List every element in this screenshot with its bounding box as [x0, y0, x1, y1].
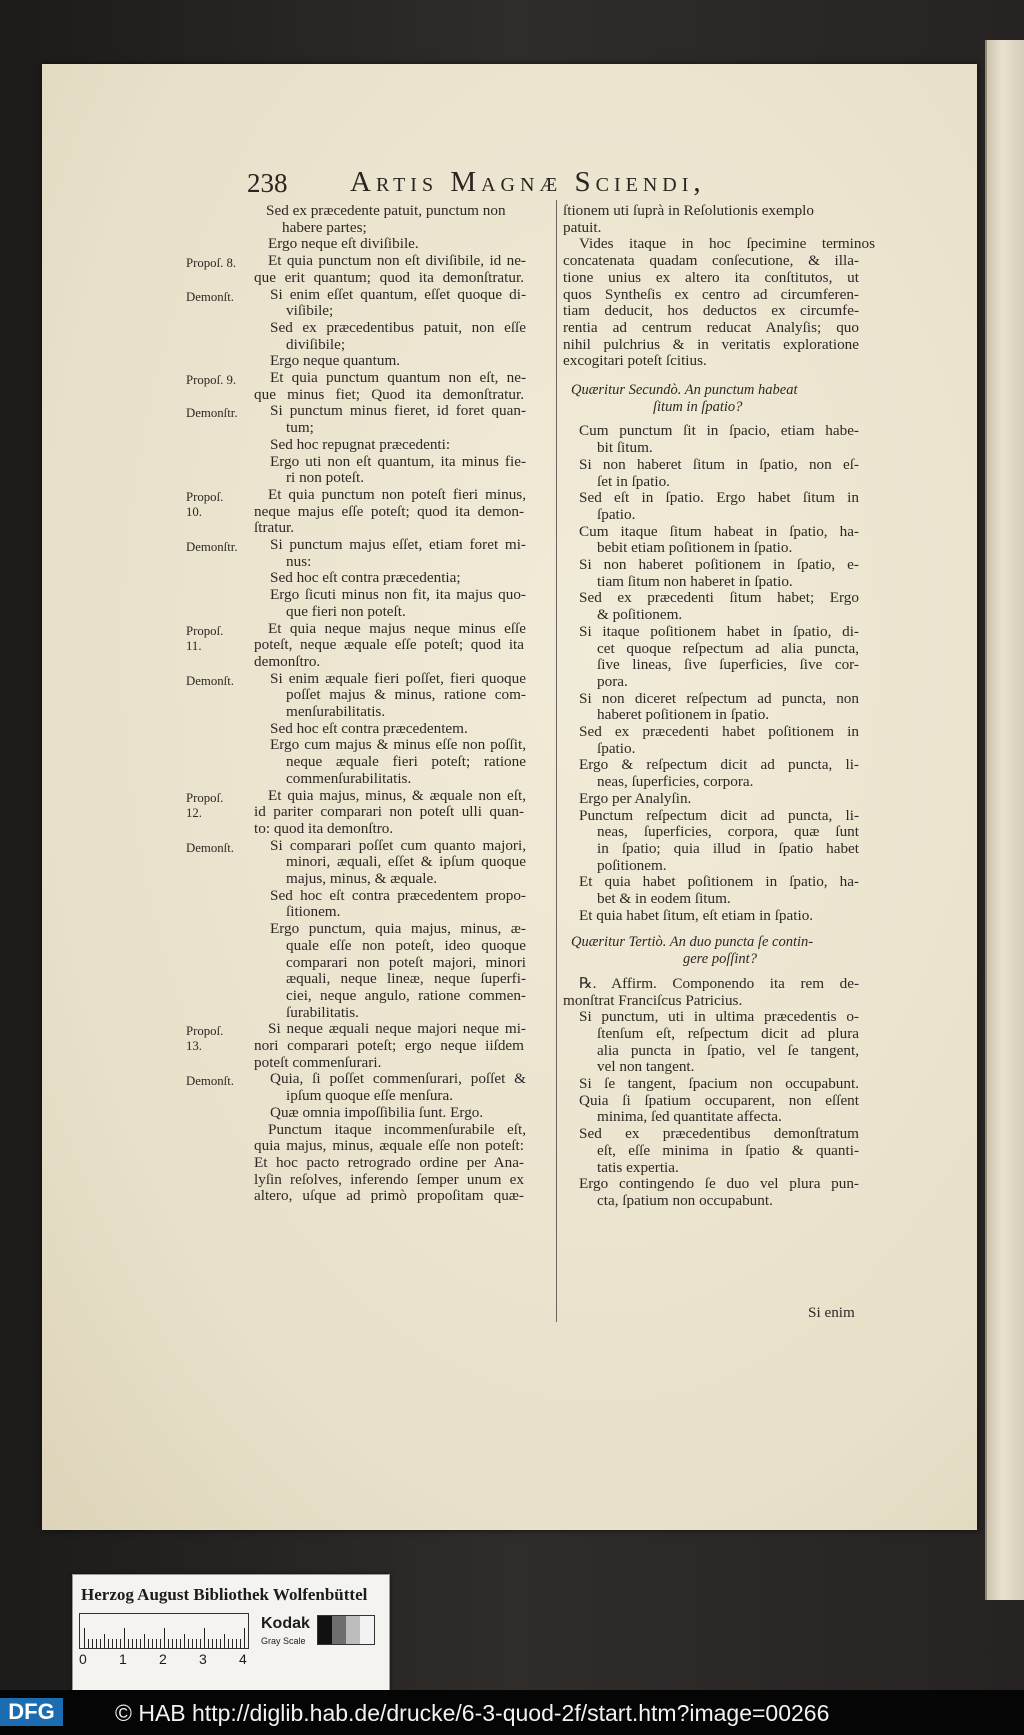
text-line: eſt, eſſe minima in ſpatio & quanti-	[597, 1141, 859, 1159]
ruler-tick	[88, 1639, 89, 1648]
ruler-numbers	[79, 1651, 259, 1671]
ruler-tick	[148, 1639, 149, 1648]
text-line: lyſin reſolves, inferendo ſemper unum ex	[254, 1170, 524, 1188]
text-line: bit ſitum.	[597, 439, 653, 457]
text-line: ipſum quoque eſſe menſura.	[286, 1087, 454, 1105]
text-line: tum;	[286, 419, 314, 437]
margin-note: Propoſ.	[186, 489, 224, 504]
text-line: Et quia punctum quantum non eſt, ne-	[270, 369, 526, 386]
text-line: Et quia majus, minus, & æquale non eſt,	[268, 786, 526, 804]
text-line: ri non poteſt.	[286, 469, 365, 487]
text-line: Si itaque poſitionem habet in ſpatio, di-	[579, 622, 859, 640]
text-line: Et quia punctum non poteſt fieri minus,	[268, 485, 526, 503]
ruler-tick	[240, 1639, 241, 1648]
text-line: patuit.	[563, 218, 602, 236]
text-line: Sed hoc eſt contra præcedentem propo-	[270, 886, 526, 904]
text-line: quos Syntheſis ex centro ad circumferen-	[563, 285, 859, 303]
margin-note: Demonſt.	[186, 840, 234, 855]
text-line: ſtratur.	[254, 519, 295, 537]
ruler-tick	[152, 1639, 153, 1648]
dfg-logo: DFG	[0, 1698, 63, 1726]
footer-bar	[0, 1690, 1024, 1735]
text-line: Si neque æquali neque majori neque mi-	[268, 1020, 526, 1038]
gray-swatch	[332, 1616, 346, 1644]
ruler-tick	[168, 1639, 169, 1648]
gray-scale-label: Gray Scale	[261, 1636, 306, 1646]
text-line: poſitionem.	[597, 856, 667, 874]
text-line: rentia ad centrum reducat Analyſis; quo	[563, 318, 859, 336]
page-number: 238	[247, 168, 288, 198]
ruler-tick	[224, 1634, 225, 1648]
text-line: Si ſe tangent, ſpacium non occupabunt.	[579, 1075, 859, 1092]
ruler-tick	[176, 1639, 177, 1648]
margin-note: 13.	[186, 1039, 202, 1054]
text-line: Quia ſi ſpatium occuparent, non eſſent	[579, 1091, 859, 1109]
margin-note: Propoſ.	[186, 623, 224, 638]
ruler-tick	[204, 1628, 205, 1648]
text-line: Sed hoc eſt contra præcedentem.	[270, 719, 468, 737]
text-line: altero, uſque ad primò propoſitam quæ-	[254, 1187, 524, 1205]
text-line: Quia, ſi poſſet commenſurari, poſſet &	[270, 1070, 526, 1088]
text-line: neas, ſuperficies, corpora.	[597, 773, 754, 791]
ruler-number: 2	[159, 1651, 167, 1667]
section-heading: ſitum in ſpatio?	[653, 398, 743, 415]
footer-url[interactable]: © HAB http://diglib.hab.de/drucke/6-3-quod-2f/start.htm?image=00266	[115, 1700, 830, 1726]
text-line: Ergo cum majus & minus eſſe non poſſit,	[270, 736, 526, 754]
text-line: bet & in eodem ſitum.	[597, 890, 731, 907]
text-line: ſitionem.	[286, 903, 341, 921]
text-line: ciei, neque angulo, ratione commen-	[286, 986, 526, 1004]
section-heading: gere poſſint?	[683, 951, 757, 968]
ruler-tick	[208, 1639, 209, 1648]
text-line: Sed ex præcedentibus patuit, non eſſe	[270, 318, 526, 336]
text-line: poteſt commenſurari.	[254, 1053, 382, 1071]
text-line: cet quoque reſpectum ad alia puncta,	[597, 639, 859, 657]
ruler-tick	[92, 1639, 93, 1648]
text-line: & poſitionem.	[597, 606, 683, 624]
margin-note: Demonſtr.	[186, 406, 238, 421]
text-line: ℞. Affirm. Componendo ita rem de-	[579, 974, 859, 992]
text-line: minima, ſed quantitate affecta.	[597, 1108, 782, 1126]
gray-swatch	[318, 1616, 332, 1644]
margin-note: 12.	[186, 805, 202, 820]
text-line: alia puncta in ſpatio, vel ſe tangent,	[597, 1041, 859, 1059]
ruler-tick	[108, 1639, 109, 1648]
text-line: Cum itaque ſitum habeat in ſpatio, ha-	[579, 522, 859, 540]
ruler-tick	[212, 1639, 213, 1648]
text-line: excogitari poteſt ſcitius.	[563, 352, 707, 370]
ruler-tick	[188, 1639, 189, 1648]
text-line: Sed ex præcedenti habet poſitionem in	[579, 723, 859, 740]
text-line: ſet in ſpatio.	[597, 472, 670, 490]
column-rule	[556, 200, 557, 1322]
kodak-label: Kodak	[261, 1615, 310, 1632]
ruler-tick	[136, 1639, 137, 1648]
gray-swatch	[360, 1616, 374, 1644]
text-line: Ergo & reſpectum dicit ad puncta, li-	[579, 756, 859, 774]
text-line: Ergo ſicuti minus non fit, ita majus quo-	[270, 586, 526, 604]
ruler-tick	[112, 1639, 113, 1648]
text-line: vel non tangent.	[597, 1058, 695, 1076]
margin-note: Propoſ. 8.	[186, 256, 237, 271]
ruler-number: 0	[79, 1651, 87, 1667]
text-line: ſive lineas, ſive ſuperficies, ſive cor-	[597, 656, 859, 674]
text-line: nus:	[286, 552, 312, 570]
text-line: que minus fiet; Quod ita demonſtratur.	[254, 385, 524, 403]
next-page-edge	[985, 40, 1024, 1600]
text-line: cta, ſpatium non occupabunt.	[597, 1191, 773, 1209]
ruler-tick	[228, 1639, 229, 1648]
text-line: monſtrat Franciſcus Patricius.	[563, 991, 743, 1009]
text-line: nori comparari poteſt; ergo neque iiſdem	[254, 1037, 524, 1054]
ruler-tick	[116, 1639, 117, 1648]
text-line: Ergo neque eſt diviſibile.	[268, 235, 419, 253]
ruler-tick	[192, 1639, 193, 1648]
text-line: in ſpatio; quia illud in ſpatio habet	[597, 839, 859, 857]
text-line: neas, ſuperficies, corpora, quæ ſunt	[597, 823, 859, 841]
margin-note: Demonſt.	[186, 673, 234, 688]
ruler-tick	[104, 1634, 105, 1648]
ruler-tick	[232, 1639, 233, 1648]
text-line: Si punctum majus eſſet, etiam foret mi-	[270, 536, 526, 553]
catchword: Si enim	[808, 1304, 855, 1321]
text-line: habere partes;	[282, 218, 367, 236]
section-heading: Quæritur Tertiò. An duo puncta ſe contin-	[571, 934, 814, 951]
text-line: comparari non poteſt majori, minori	[286, 953, 526, 971]
text-line: Sed ex præcedenti ſitum habet; Ergo	[579, 589, 859, 607]
text-line: Si punctum minus fieret, id foret quan-	[270, 402, 526, 420]
text-line: Et hoc pacto retrogrado ordine per Ana-	[254, 1153, 524, 1171]
ruler-tick	[84, 1628, 85, 1648]
measure-ruler	[79, 1613, 249, 1649]
ruler-tick	[172, 1639, 173, 1648]
text-line: Sed ex præcedente patuit, punctum non	[266, 202, 506, 219]
text-line: Sed eſt in ſpatio. Ergo habet ſitum in	[579, 489, 859, 507]
text-line: diviſibile;	[286, 335, 346, 353]
ruler-tick	[140, 1639, 141, 1648]
text-line: Cum punctum ſit in ſpacio, etiam habe-	[579, 422, 859, 440]
ruler-tick	[220, 1639, 221, 1648]
text-line: Si enim eſſet quantum, eſſet quoque di-	[270, 285, 526, 303]
text-line: Ergo uti non eſt quantum, ita minus fie-	[270, 452, 526, 470]
text-line: quale eſſe non poteſt, ideo quoque	[286, 936, 526, 954]
ruler-tick	[124, 1628, 125, 1648]
text-line: id pariter comparari non poteſt ulli quan-	[254, 803, 524, 821]
text-line: Si comparari poſſet cum quanto majori,	[270, 836, 526, 854]
text-line: tione unius ex altero ita conſtitutos, ut	[563, 268, 859, 286]
text-line: Ergo punctum, quia majus, minus, æ-	[270, 920, 526, 938]
text-line: majus, minus, & æquale.	[286, 870, 438, 887]
text-line: Si punctum, uti in ultima præcedentis o-	[579, 1008, 859, 1026]
text-line: haberet poſitionem in ſpatio.	[597, 706, 770, 724]
text-line: Sed ex præcedentibus demonſtratum	[579, 1125, 859, 1143]
text-line: poſſet majus & minus, ratione com-	[286, 686, 526, 704]
text-line: nihil pulchrius & in veritatis exploratione	[563, 335, 859, 353]
margin-note: Demonſtr.	[186, 540, 238, 554]
text-line: que fieri non poteſt.	[286, 602, 406, 620]
ruler-number: 1	[119, 1651, 127, 1667]
text-line: tatis expertia.	[597, 1158, 679, 1176]
text-line: bebit etiam poſitionem in ſpatio.	[597, 539, 793, 557]
ruler-tick	[216, 1639, 217, 1648]
text-line: Ergo neque quantum.	[270, 352, 401, 370]
ruler-tick	[128, 1639, 129, 1648]
margin-note: Demonſt.	[186, 1074, 234, 1089]
margin-note: Demonſt.	[186, 289, 234, 304]
text-line: Punctum reſpectum dicit ad puncta, li-	[579, 806, 859, 824]
text-line: que erit quantum; quod ita demonſtratur.	[254, 268, 524, 286]
ruler-tick	[96, 1639, 97, 1648]
gray-scale-swatches	[317, 1615, 375, 1645]
text-line: quia majus, minus, æquale eſſe non poteſt:	[254, 1137, 524, 1155]
ruler-tick	[184, 1634, 185, 1648]
section-heading: Quæritur Secundò. An punctum habeat	[571, 382, 798, 398]
ruler-tick	[100, 1639, 101, 1648]
text-line: ſtenſum eſt, reſpectum dicit ad plura	[597, 1024, 859, 1042]
margin-note: 11.	[186, 638, 202, 653]
ruler-tick	[196, 1639, 197, 1648]
text-line: Et quia habet poſitionem in ſpatio, ha-	[579, 873, 859, 891]
text-line: æquali, neque lineæ, neque ſuperfi-	[286, 970, 526, 988]
text-line: poteſt, neque æquale eſſe poteſt; quod ita	[254, 636, 524, 654]
text-line: ſurabilitatis.	[286, 1003, 359, 1021]
text-line: tiam ſitum non haberet in ſpatio.	[597, 572, 793, 590]
library-name: Herzog August Bibliothek Wolfenbüttel	[81, 1585, 368, 1604]
text-line: ſpatio.	[597, 739, 636, 757]
text-line: Si non haberet poſitionem in ſpatio, e-	[579, 556, 859, 573]
page-header: Artis Magnæ Sciendi,	[350, 166, 706, 198]
text-line: Si non haberet ſitum in ſpatio, non eſ-	[579, 455, 859, 473]
ruler-number: 4	[239, 1651, 247, 1667]
text-line: Et quia neque majus neque minus eſſe	[268, 619, 526, 637]
ruler-tick	[156, 1639, 157, 1648]
text-line: Quæ omnia impoſſibilia ſunt. Ergo.	[270, 1103, 484, 1121]
text-line: Si enim æquale fieri poſſet, fieri quoque	[270, 669, 526, 687]
text-line: Et quia habet ſitum, eſt etiam in ſpatio.	[579, 906, 814, 924]
ruler-tick	[164, 1628, 165, 1648]
text-line: minori, æquali, eſſet & ipſum quoque	[286, 853, 526, 871]
text-line: viſibile;	[286, 302, 334, 320]
text-line: to: quod ita demonſtro.	[254, 819, 394, 837]
ruler-tick	[200, 1639, 201, 1648]
margin-note: Propoſ. 9.	[186, 373, 237, 387]
text-line: Vides itaque in hoc ſpecimine terminos	[579, 235, 875, 253]
text-line: Et quia punctum non eſt diviſibile, id ne-	[268, 252, 526, 270]
text-line: Sed hoc eſt contra præcedentia;	[270, 569, 461, 587]
text-line: Si non diceret reſpectum ad puncta, non	[579, 689, 859, 707]
ruler-tick	[160, 1639, 161, 1648]
running-head	[247, 166, 777, 202]
text-line: Ergo per Analyſin.	[579, 789, 692, 807]
text-line: demonſtro.	[254, 652, 321, 670]
text-line: Punctum itaque incommenſurabile eſt,	[268, 1120, 526, 1138]
ruler-tick	[120, 1639, 121, 1648]
text-line: tiam deducit, hos deductos ex circumfe-	[563, 302, 859, 320]
text-line: pora.	[597, 672, 628, 690]
ruler-tick	[180, 1639, 181, 1648]
text-line: commenſurabilitatis.	[286, 769, 412, 787]
ruler-tick	[244, 1628, 245, 1648]
library-color-card	[72, 1574, 390, 1698]
text-line: ſtionem uti ſuprà in Reſolutionis exemplo	[563, 202, 814, 219]
text-line: ſpatio.	[597, 505, 636, 523]
text-line: concatenata quadam conſecutione, & illa-	[563, 252, 859, 270]
ruler-tick	[132, 1639, 133, 1648]
ruler-tick	[236, 1639, 237, 1648]
text-line: Ergo contingendo ſe duo vel plura pun-	[579, 1175, 859, 1193]
gray-swatch	[346, 1616, 360, 1644]
margin-note: 10.	[186, 504, 202, 519]
text-line: neque majus eſſe poteſt; quod ita demon-	[254, 502, 524, 520]
ruler-number: 3	[199, 1651, 207, 1667]
ruler-tick	[144, 1634, 145, 1648]
margin-note: Propoſ.	[186, 790, 224, 805]
text-line: menſurabilitatis.	[286, 703, 386, 720]
margin-note: Propoſ.	[186, 1024, 224, 1039]
text-line: Sed hoc repugnat præcedenti:	[270, 435, 451, 453]
text-line: neque æquale fieri poteſt; ratione	[286, 753, 526, 771]
